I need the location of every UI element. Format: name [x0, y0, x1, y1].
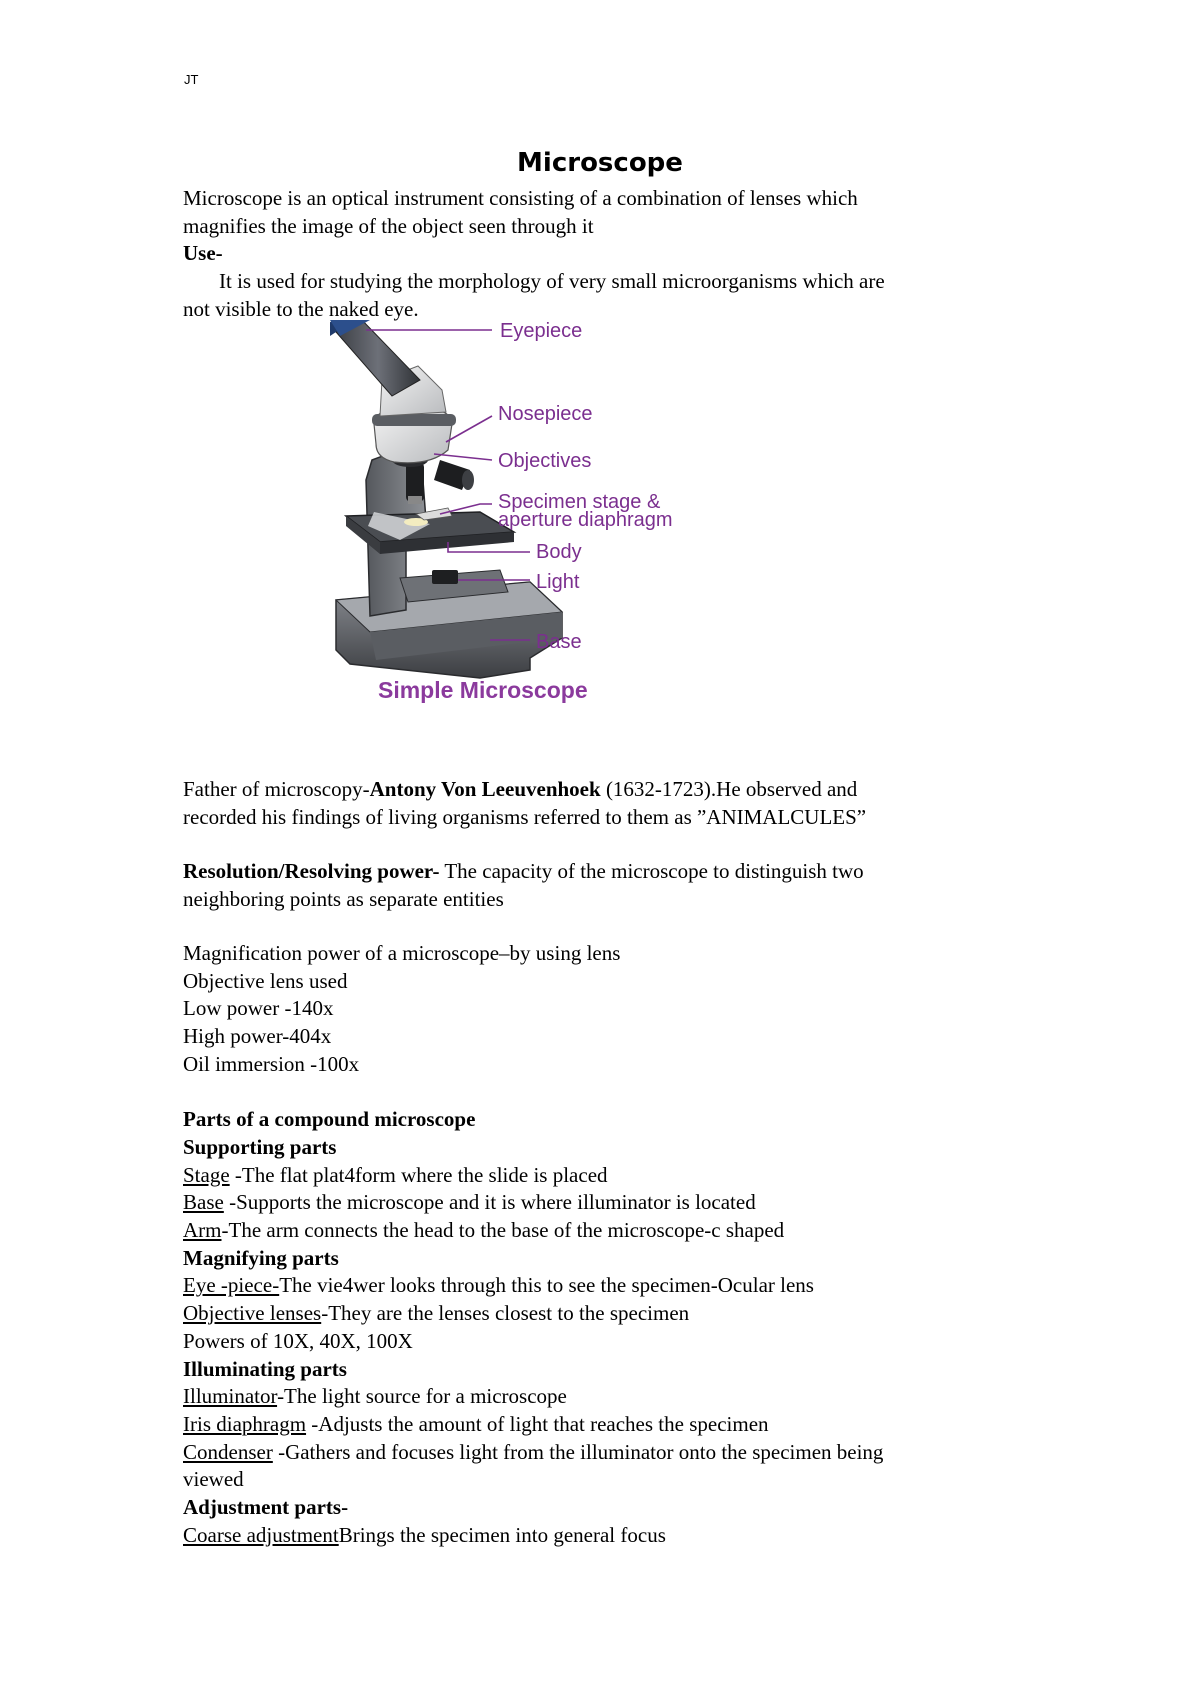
base-def: -Supports the microscope and it is where illuminator is located [223, 1190, 756, 1215]
use-heading: Use- [183, 241, 223, 266]
resolution-section [183, 858, 1043, 913]
coarse-term: Coarse adjustment [183, 1522, 339, 1547]
label-body: Body [536, 541, 582, 563]
resolution-line2: neighboring points as separate entities [183, 886, 504, 911]
resolution-term: Resolution/Resolving power- [183, 859, 440, 883]
label-nosepiece: Nosepiece [498, 403, 593, 425]
father-section [183, 776, 1043, 831]
definition-line: magnifies the image of the object seen through it [183, 213, 594, 238]
use-text: It is used for studying the morphology of very small microorganisms which are [219, 269, 885, 294]
magnification-line: Magnification power of a microscope–by using lens [183, 941, 621, 965]
father-prefix: Father of microscopy- [183, 777, 370, 801]
iris-def: -Adjusts the amount of light that reaches the specimen [306, 1411, 769, 1436]
eyepiece-def: The vie4wer looks through this to see the specimen-Ocular lens [279, 1273, 814, 1298]
microscope-figure [330, 320, 760, 775]
arm-term: Arm [183, 1218, 222, 1243]
supporting-heading: Supporting parts [183, 1134, 337, 1159]
iris-term: Iris diaphragm [183, 1411, 307, 1436]
label-objectives: Objectives [498, 450, 592, 472]
label-stage-line1: Specimen stage & [498, 491, 661, 513]
stage-term: Stage [183, 1162, 230, 1187]
coarse-def: Brings the specimen into general focus [338, 1522, 666, 1547]
father-line2: recorded his findings of living organisms referred to them as ”ANIMALCULES” [183, 804, 867, 829]
magnification-line: Objective lens used [183, 968, 348, 993]
base-term: Base [183, 1190, 224, 1215]
illuminator-def: -The light source for a microscope [277, 1384, 567, 1409]
condenser-def: -Gathers and focuses light from the illuminator onto the specimen being [272, 1439, 884, 1464]
parts-heading: Parts of a compound microscope [183, 1107, 476, 1132]
label-light: Light [536, 571, 580, 593]
father-suffix: (1632-1723).He observed and [600, 777, 858, 801]
resolution-definition: The capacity of the microscope to distinguish two [439, 859, 864, 883]
magnification-item: High power-404x [183, 1024, 332, 1049]
header-mark: JT [184, 72, 199, 87]
lower-section [183, 940, 1043, 1549]
illuminator-term: Illuminator [183, 1384, 278, 1409]
illuminating-heading: Illuminating parts [183, 1356, 347, 1381]
definition-line: Microscope is an optical instrument consisting of a combination of lenses which [183, 186, 858, 210]
microscope-illustration [330, 320, 760, 775]
page-title: Microscope [517, 148, 683, 178]
stage-def: -The flat plat4form where the slide is placed [229, 1162, 608, 1187]
use-text: not visible to the naked eye. [183, 296, 419, 321]
figure-caption: Simple Microscope [378, 677, 588, 703]
intro-section [183, 185, 1043, 324]
arm-def: -The arm connects the head to the base of the microscope-c shaped [221, 1218, 785, 1243]
condenser-line2: viewed [183, 1467, 244, 1492]
label-base: Base [536, 631, 582, 653]
condenser-term: Condenser [183, 1439, 273, 1464]
adjustment-heading: Adjustment parts- [183, 1495, 349, 1520]
powers-line: Powers of 10X, 40X, 100X [183, 1328, 413, 1353]
label-stage-line2: aperture diaphragm [498, 509, 673, 531]
magnification-item: Low power -140x [183, 996, 334, 1021]
objective-def: -They are the lenses closest to the specimen [321, 1301, 690, 1326]
eyepiece-term: Eye -piece- [183, 1273, 280, 1298]
objective-term: Objective lenses [183, 1301, 322, 1326]
magnification-item: Oil immersion -100x [183, 1051, 360, 1076]
magnifying-heading: Magnifying parts [183, 1245, 339, 1270]
label-eyepiece: Eyepiece [500, 320, 583, 342]
microscope-eyepiece [330, 320, 420, 396]
father-name: Antony Von Leeuvenhoek [369, 777, 601, 801]
